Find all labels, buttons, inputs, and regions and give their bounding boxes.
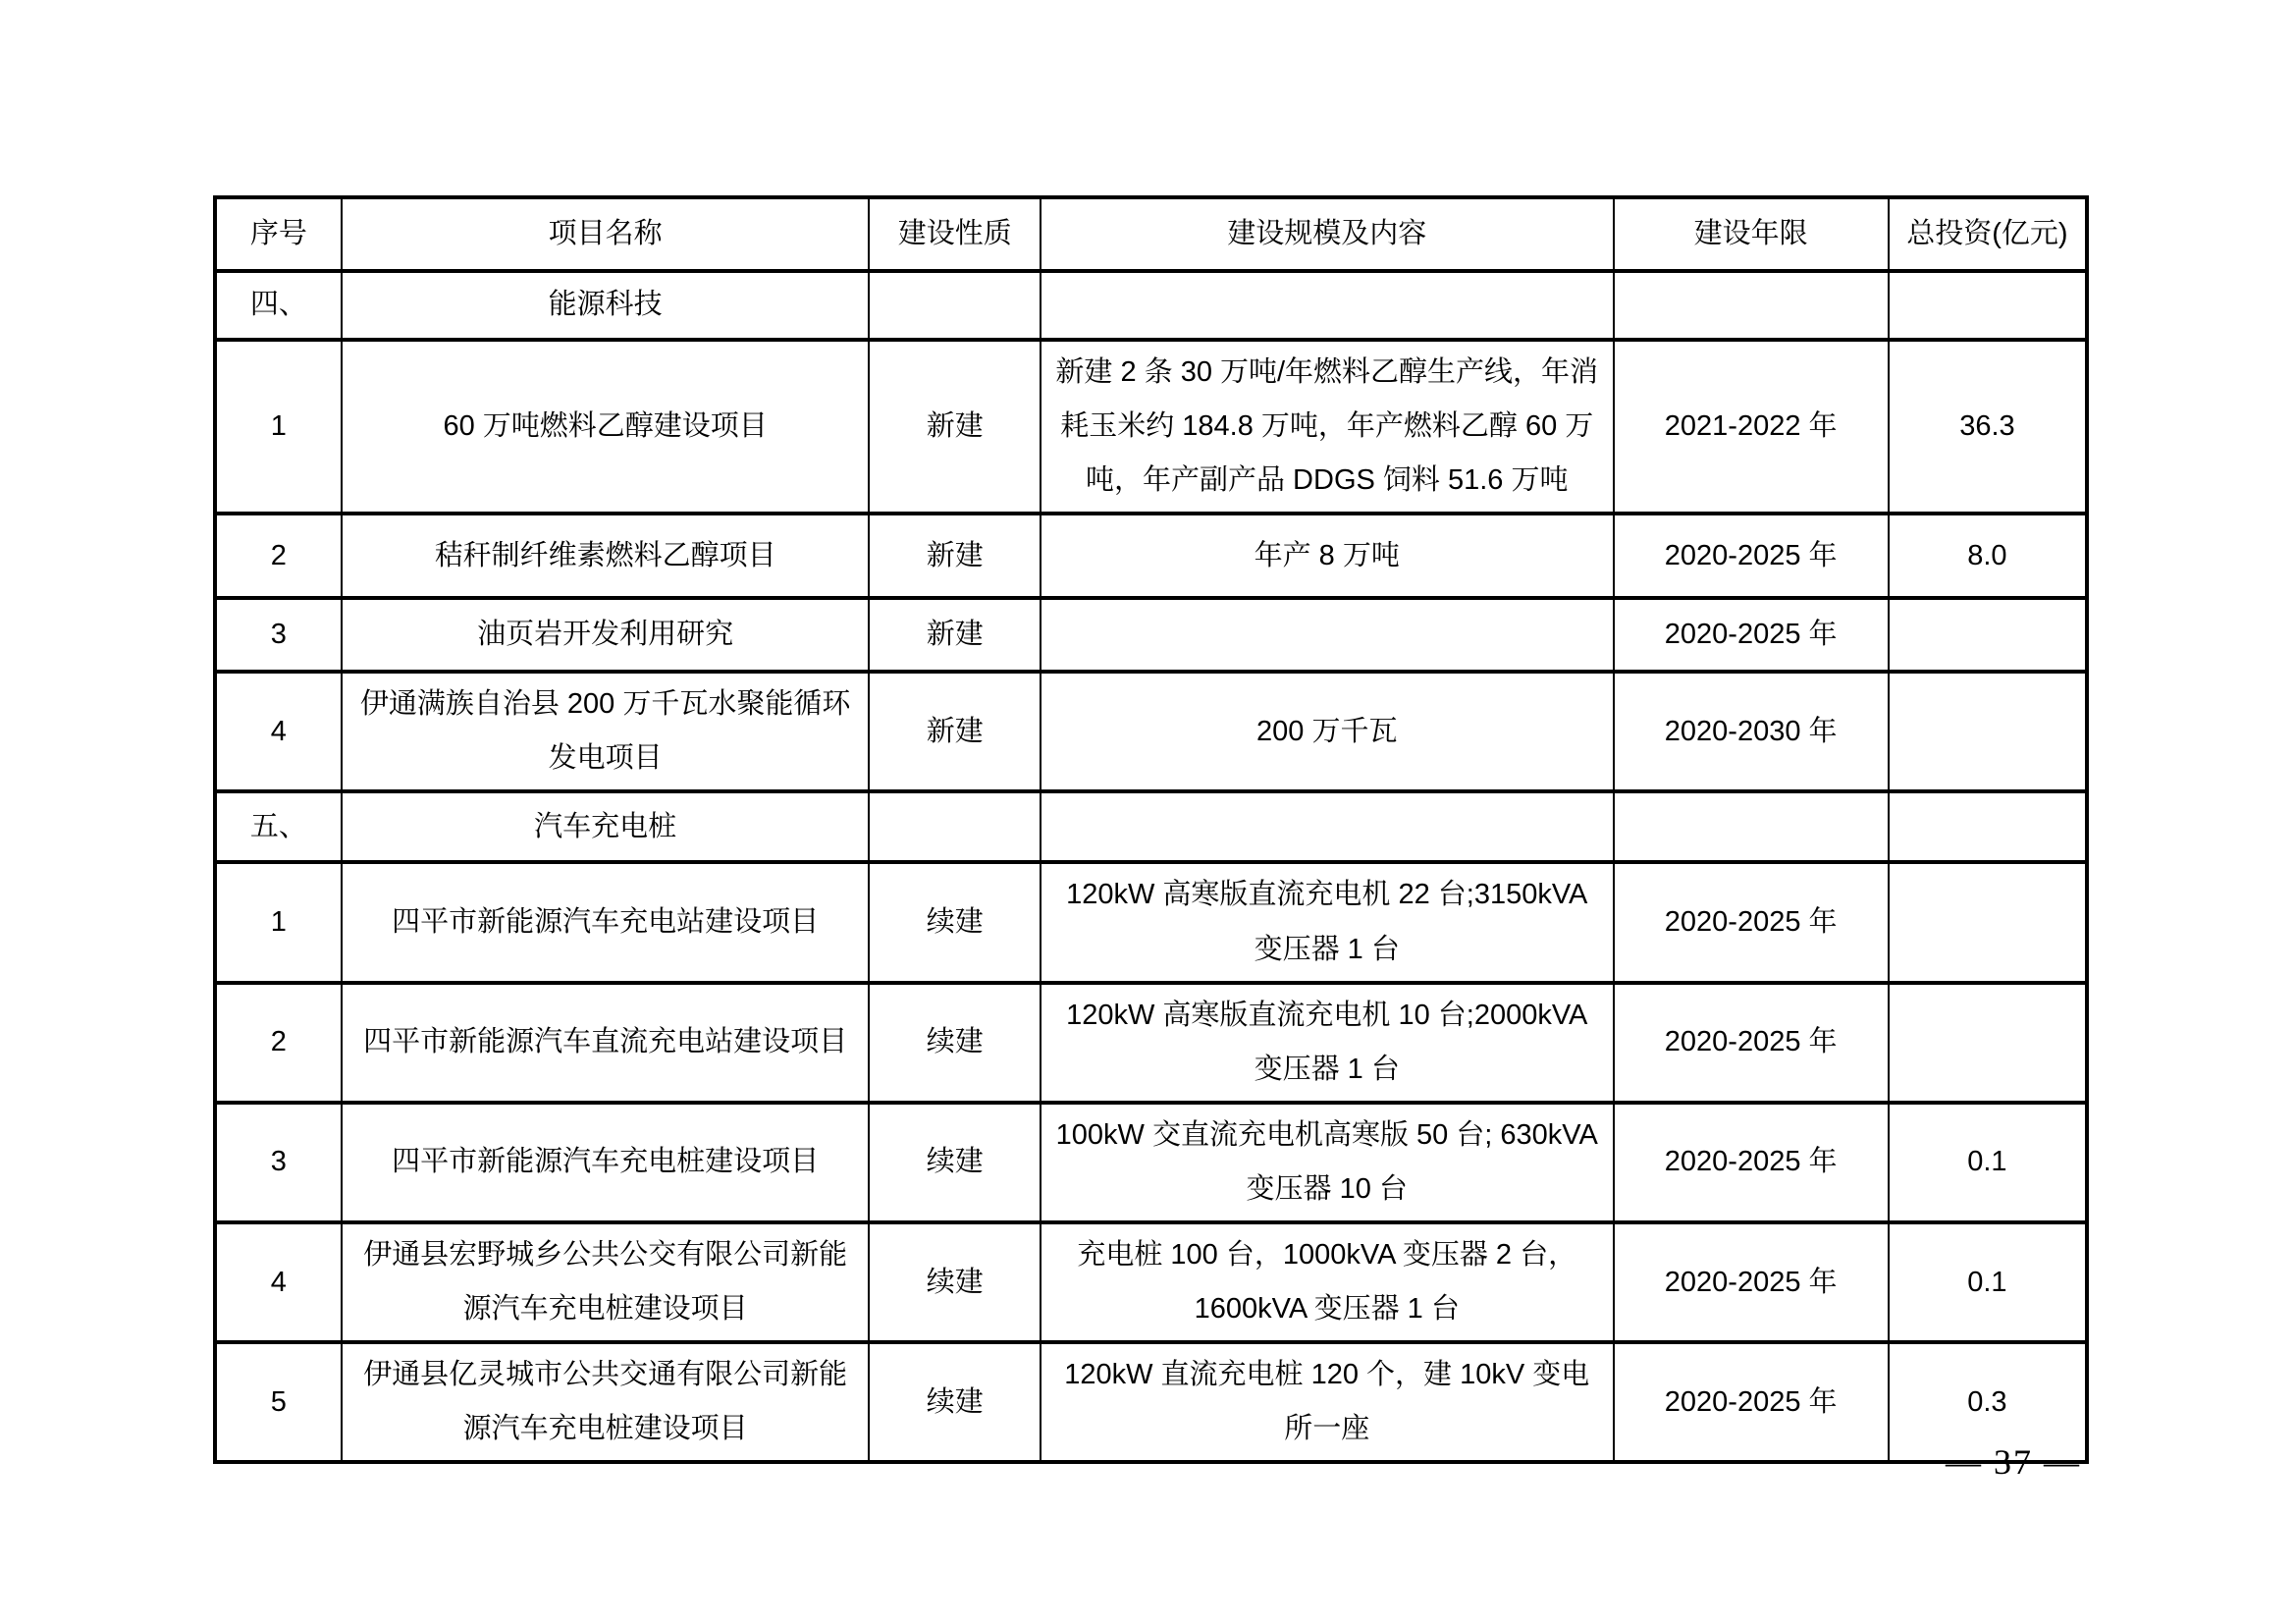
cell-investment: [1889, 862, 2087, 982]
cell-investment: [1889, 271, 2087, 340]
cell-index: 5: [215, 1342, 342, 1462]
cell-index: 4: [215, 672, 342, 791]
table-row: [215, 514, 2087, 598]
cell-project-name: 秸秆制纤维素燃料乙醇项目: [342, 514, 870, 598]
cell-scale: [1041, 271, 1614, 340]
cell-project-name: 四平市新能源汽车直流充电站建设项目: [342, 983, 870, 1103]
cell-nature: 新建: [869, 514, 1040, 598]
table-row: [215, 598, 2087, 672]
cell-investment: 0.1: [1889, 1103, 2087, 1222]
cell-investment: 36.3: [1889, 340, 2087, 514]
cell-investment: [1889, 983, 2087, 1103]
cell-years: [1614, 271, 1889, 340]
cell-index: 3: [215, 598, 342, 672]
cell-investment: 0.1: [1889, 1222, 2087, 1342]
cell-investment: [1889, 791, 2087, 862]
cell-section-index: 五、: [215, 791, 342, 862]
table-row: [215, 672, 2087, 791]
cell-index: 1: [215, 862, 342, 982]
cell-scale: 200 万千瓦: [1041, 672, 1614, 791]
cell-project-name: 伊通满族自治县 200 万千瓦水聚能循环发电项目: [342, 672, 870, 791]
cell-nature: 新建: [869, 598, 1040, 672]
cell-scale: 新建 2 条 30 万吨/年燃料乙醇生产线，年消耗玉米约 184.8 万吨，年产燃料乙醇 60 万吨，年产副产品 DDGS 饲料 51.6 万吨: [1041, 340, 1614, 514]
cell-scale: [1041, 598, 1614, 672]
col-header-years: 建设年限: [1614, 197, 1889, 271]
cell-nature: 续建: [869, 1222, 1040, 1342]
cell-years: 2020-2025 年: [1614, 862, 1889, 982]
cell-index: 4: [215, 1222, 342, 1342]
col-header-scale: 建设规模及内容: [1041, 197, 1614, 271]
cell-years: 2020-2025 年: [1614, 598, 1889, 672]
cell-investment: 0.3: [1889, 1342, 2087, 1462]
cell-project-name: 油页岩开发利用研究: [342, 598, 870, 672]
cell-scale: 充电桩 100 台，1000kVA 变压器 2 台，1600kVA 变压器 1 台: [1041, 1222, 1614, 1342]
cell-years: 2020-2025 年: [1614, 1103, 1889, 1222]
cell-investment: [1889, 598, 2087, 672]
section-row: [215, 271, 2087, 340]
cell-nature: [869, 271, 1040, 340]
cell-section-title: 汽车充电桩: [342, 791, 870, 862]
table-row: [215, 862, 2087, 982]
cell-nature: 续建: [869, 862, 1040, 982]
cell-years: 2020-2025 年: [1614, 983, 1889, 1103]
cell-scale: 100kW 交直流充电机高寒版 50 台; 630kVA 变压器 10 台: [1041, 1103, 1614, 1222]
cell-years: 2020-2025 年: [1614, 514, 1889, 598]
cell-project-name: 伊通县宏野城乡公共公交有限公司新能源汽车充电桩建设项目: [342, 1222, 870, 1342]
cell-section-title: 能源科技: [342, 271, 870, 340]
cell-scale: [1041, 791, 1614, 862]
col-header-nature: 建设性质: [869, 197, 1040, 271]
table-row: [215, 1103, 2087, 1222]
cell-scale: 120kW 高寒版直流充电机 22 台;3150kVA 变压器 1 台: [1041, 862, 1614, 982]
cell-years: 2020-2025 年: [1614, 1342, 1889, 1462]
cell-project-name: 四平市新能源汽车充电桩建设项目: [342, 1103, 870, 1222]
cell-index: 3: [215, 1103, 342, 1222]
cell-nature: 续建: [869, 1342, 1040, 1462]
cell-scale: 120kW 高寒版直流充电机 10 台;2000kVA 变压器 1 台: [1041, 983, 1614, 1103]
cell-scale: 年产 8 万吨: [1041, 514, 1614, 598]
table-row: [215, 983, 2087, 1103]
cell-index: 2: [215, 514, 342, 598]
cell-project-name: 伊通县亿灵城市公共交通有限公司新能源汽车充电桩建设项目: [342, 1342, 870, 1462]
cell-years: 2020-2030 年: [1614, 672, 1889, 791]
table-row: [215, 340, 2087, 514]
col-header-name: 项目名称: [342, 197, 870, 271]
cell-index: 2: [215, 983, 342, 1103]
col-header-index: 序号: [215, 197, 342, 271]
section-row: [215, 791, 2087, 862]
cell-nature: 续建: [869, 1103, 1040, 1222]
col-header-investment: 总投资(亿元): [1889, 197, 2087, 271]
cell-scale: 120kW 直流充电桩 120 个，建 10kV 变电所一座: [1041, 1342, 1614, 1462]
cell-project-name: 60 万吨燃料乙醇建设项目: [342, 340, 870, 514]
cell-nature: 新建: [869, 340, 1040, 514]
cell-years: 2020-2025 年: [1614, 1222, 1889, 1342]
table-header-row: [215, 197, 2087, 271]
cell-years: 2021-2022 年: [1614, 340, 1889, 514]
cell-nature: 新建: [869, 672, 1040, 791]
page-number: — 37 —: [1946, 1442, 2081, 1482]
cell-investment: 8.0: [1889, 514, 2087, 598]
projects-table: [213, 195, 2089, 1464]
table-row: [215, 1222, 2087, 1342]
cell-nature: 续建: [869, 983, 1040, 1103]
cell-investment: [1889, 672, 2087, 791]
cell-project-name: 四平市新能源汽车充电站建设项目: [342, 862, 870, 982]
table-row: [215, 1342, 2087, 1462]
cell-index: 1: [215, 340, 342, 514]
cell-years: [1614, 791, 1889, 862]
cell-nature: [869, 791, 1040, 862]
cell-section-index: 四、: [215, 271, 342, 340]
